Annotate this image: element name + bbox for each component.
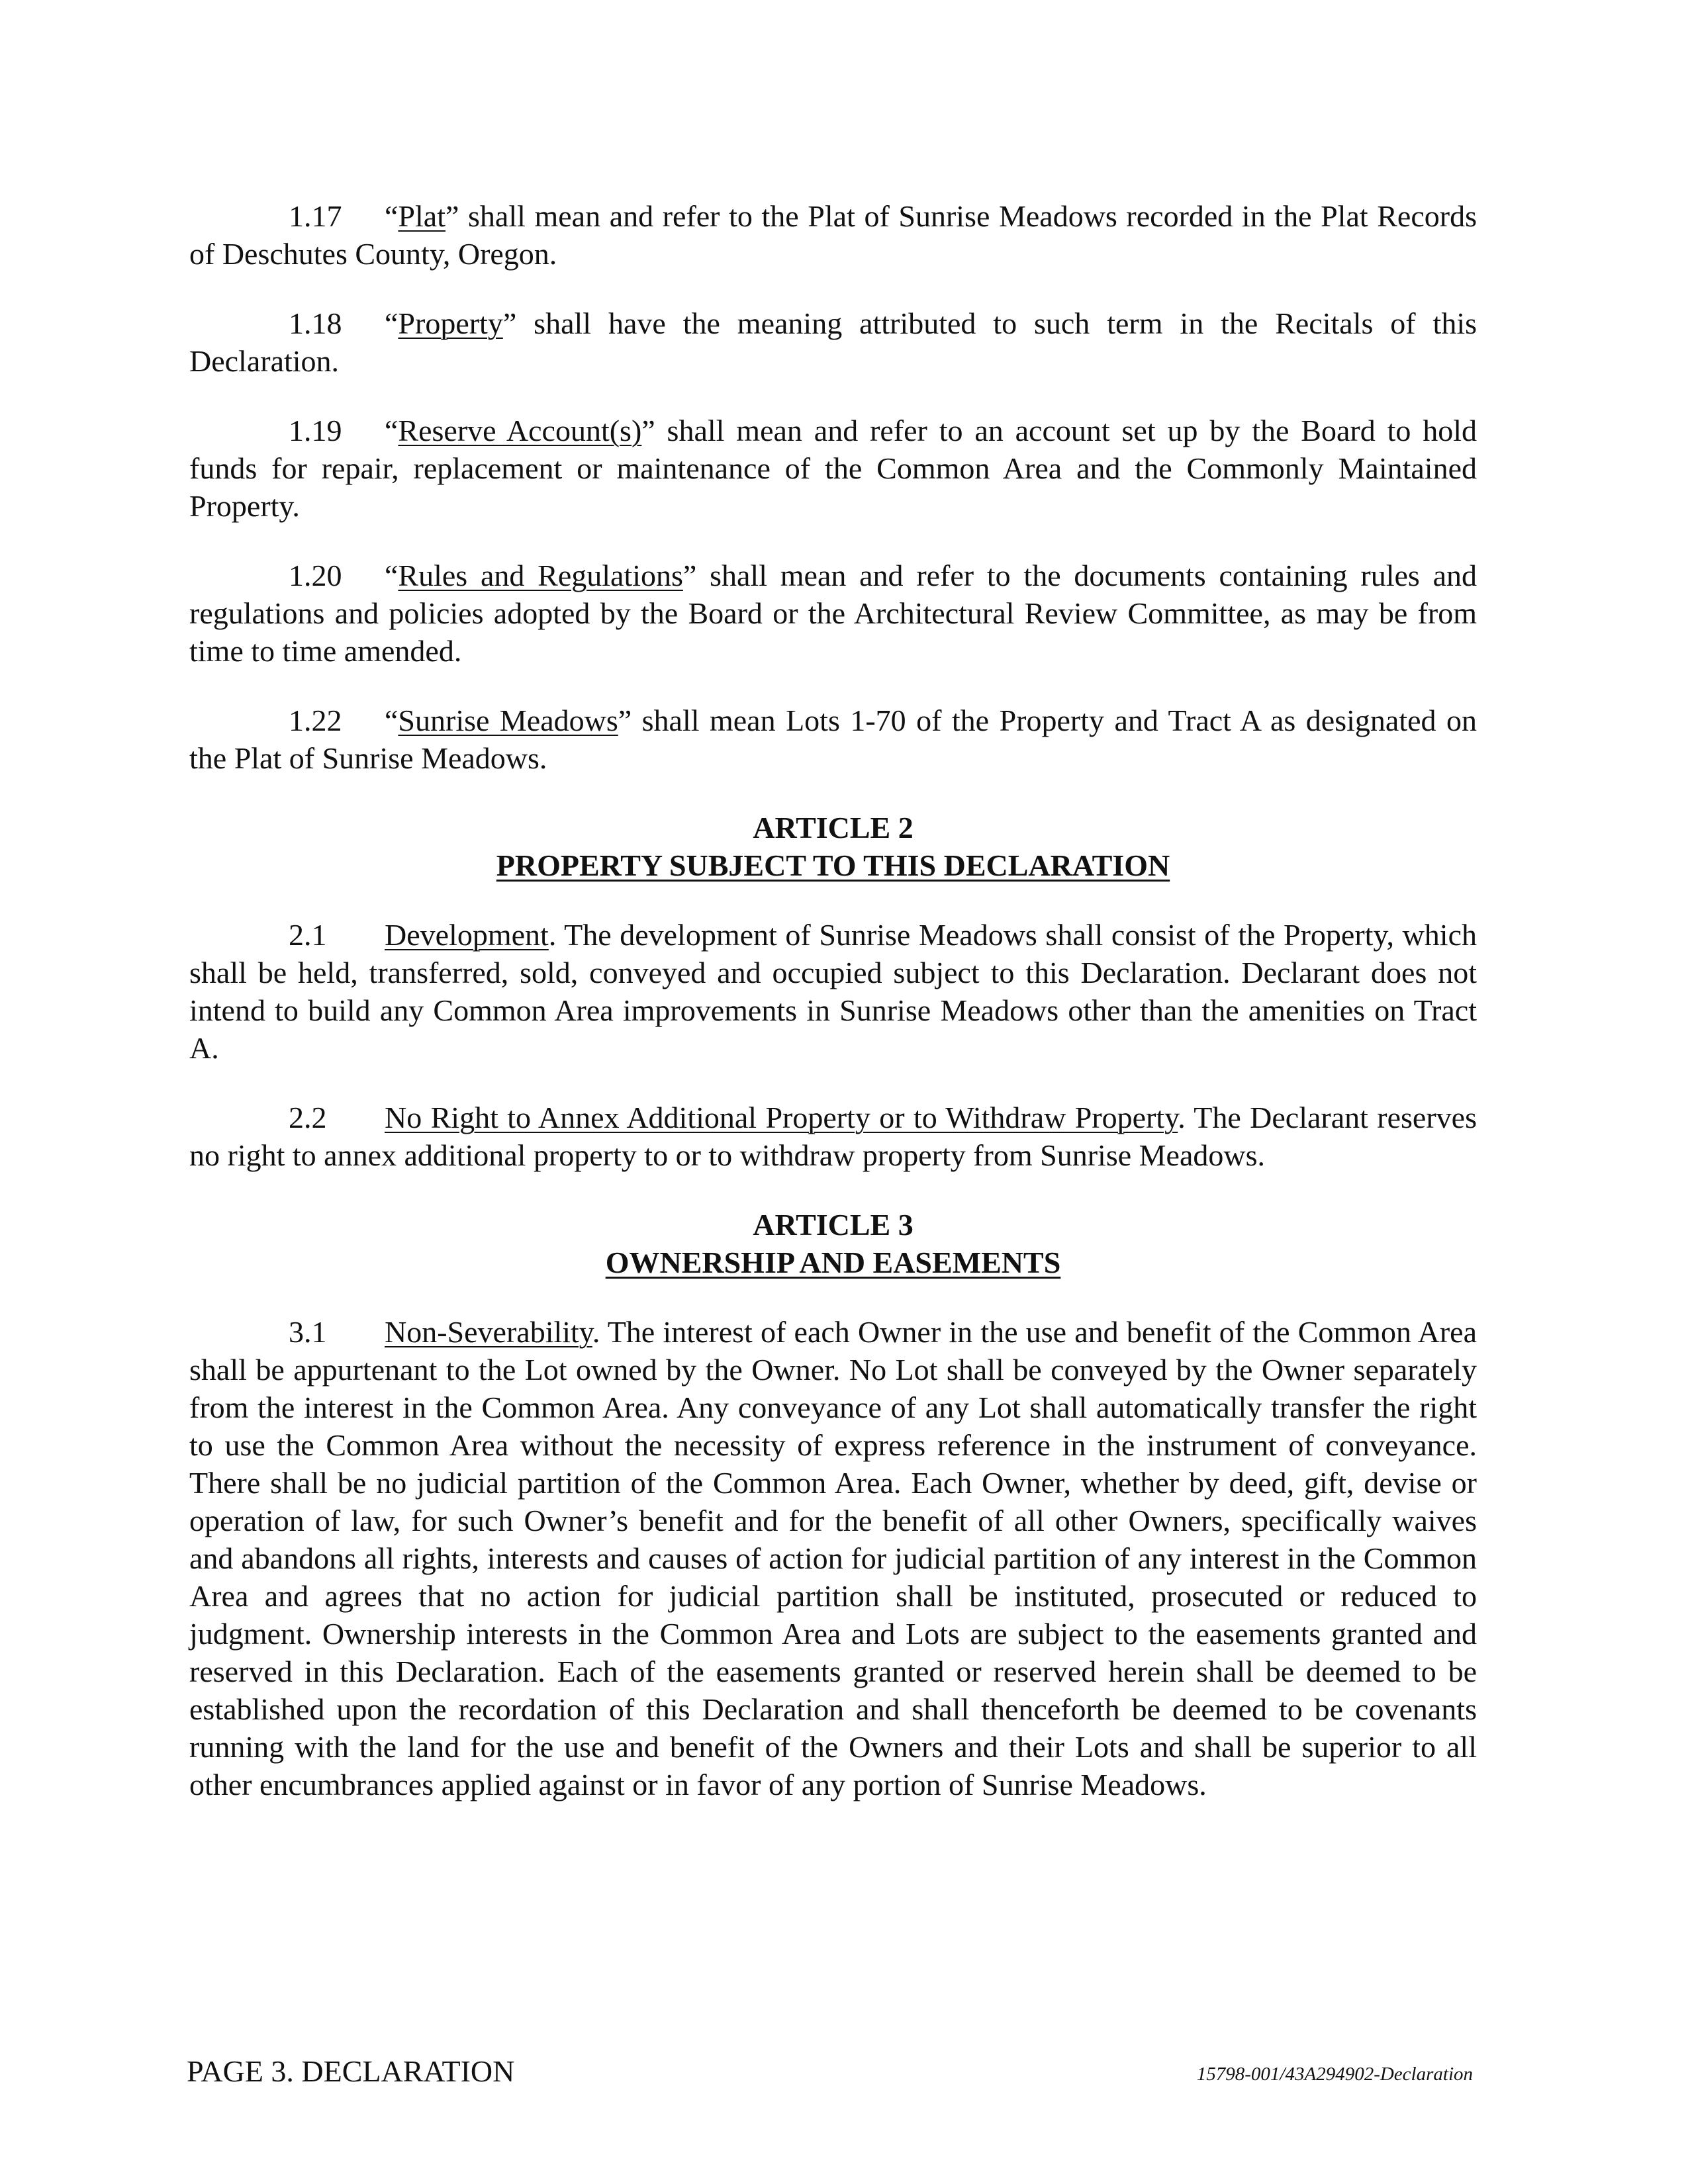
section-body: . The Declarant reserves no right to annex additional property to or to withdraw property from Sunrise Meadows. — [189, 1101, 1477, 1172]
definition-1-17 — [189, 197, 1477, 273]
quote-open: “ — [385, 414, 399, 447]
section-heading: Development — [385, 918, 549, 952]
quote-open: “ — [385, 306, 399, 340]
section-number: 1.20 — [289, 559, 342, 592]
definition-text: ” shall mean and refer to the documents containing rules and regulations and policies adopted by the Board or the Architectural Review Committee, as may be from time to time amended. — [189, 559, 1477, 668]
defined-term: Plat — [398, 199, 445, 233]
section-number: 2.2 — [289, 1101, 327, 1134]
section-body: . The development of Sunrise Meadows shall consist of the Property, which shall be held, transferred, sold, conveyed and occupied subject to this Declaration. Declarant does not intend to build any Common Area improvements in Sunrise Meadows other than the amenities on Tract A. — [189, 918, 1477, 1065]
definition-1-19 — [189, 412, 1477, 525]
quote-open: “ — [385, 559, 399, 592]
defined-term: Rules and Regulations — [398, 559, 683, 592]
section-heading: Non-Severability — [385, 1315, 592, 1349]
article-3-heading — [189, 1206, 1477, 1281]
article-title: PROPERTY SUBJECT TO THIS DECLARATION — [496, 848, 1170, 882]
footer-page-label: PAGE 3. DECLARATION — [187, 2054, 515, 2088]
defined-term: Property — [398, 306, 503, 340]
section-number: 1.19 — [289, 414, 342, 447]
definition-1-18 — [189, 304, 1477, 380]
defined-term: Reserve Account(s) — [398, 414, 642, 447]
defined-term: Sunrise Meadows — [398, 704, 618, 737]
article-title: OWNERSHIP AND EASEMENTS — [605, 1246, 1061, 1279]
section-number: 1.22 — [289, 704, 342, 737]
section-number: 1.17 — [289, 199, 342, 233]
article-2-heading — [189, 809, 1477, 884]
section-number: 1.18 — [289, 306, 342, 340]
footer-doc-id: 15798-001/43A294902-Declaration — [1196, 2064, 1473, 2085]
article-label: ARTICLE 2 — [753, 811, 914, 844]
definition-text: ” shall mean Lots 1-70 of the Property and Tract A as designated on the Plat of Sunrise Meadows. — [189, 704, 1477, 775]
section-number: 3.1 — [289, 1315, 327, 1349]
section-body: . The interest of each Owner in the use and benefit of the Common Area shall be appurtenant to the Lot owned by the Owner. No Lot shall be conveyed by the Owner separately from the interest in the Common Area. Any conveyance of any Lot shall automatically transfer the right to use the Common Area without the necessity of express reference in the instrument of conveyance. There shall be no judicial partition of the Common Area. Each Owner, whether by deed, gift, devise or operation of law, for such Owner’s benefit and for the benefit of all other Owners, specifically waives and abandons all rights, interests and causes of action for judicial partition of any interest in the Common Area and agrees that no action for judicial partition shall be instituted, prosecuted or reduced to judgment. Ownership interests in the Common Area and Lots are subject to the easements granted and reserved in this Declaration. Each of the easements granted or reserved herein shall be deemed to be established upon the recordation of this Declaration and shall thenceforth be deemed to be covenants running with the land for the use and benefit of the Owners and their Lots and shall be superior to all other encumbrances applied against or in favor of any portion of Sunrise Meadows. — [189, 1315, 1477, 1801]
section-2-2 — [189, 1099, 1477, 1174]
article-label: ARTICLE 3 — [753, 1208, 914, 1242]
definition-text: ” shall have the meaning attributed to such term in the Recitals of this Declaration. — [189, 306, 1477, 378]
definition-text: ” shall mean and refer to an account set up by the Board to hold funds for repair, replacement or maintenance of the Common Area and the Commonly Maintained Property. — [189, 414, 1477, 523]
section-2-1 — [189, 916, 1477, 1067]
section-heading: No Right to Annex Additional Property or to Withdraw Property — [385, 1101, 1178, 1134]
page-content — [189, 197, 1477, 1835]
section-number: 2.1 — [289, 918, 327, 952]
definition-1-22 — [189, 702, 1477, 777]
quote-open: “ — [385, 704, 399, 737]
definition-text: ” shall mean and refer to the Plat of Sunrise Meadows recorded in the Plat Records of Deschutes County, Oregon. — [189, 199, 1477, 271]
section-3-1 — [189, 1313, 1477, 1803]
quote-open: “ — [385, 199, 399, 233]
definition-1-20 — [189, 557, 1477, 670]
